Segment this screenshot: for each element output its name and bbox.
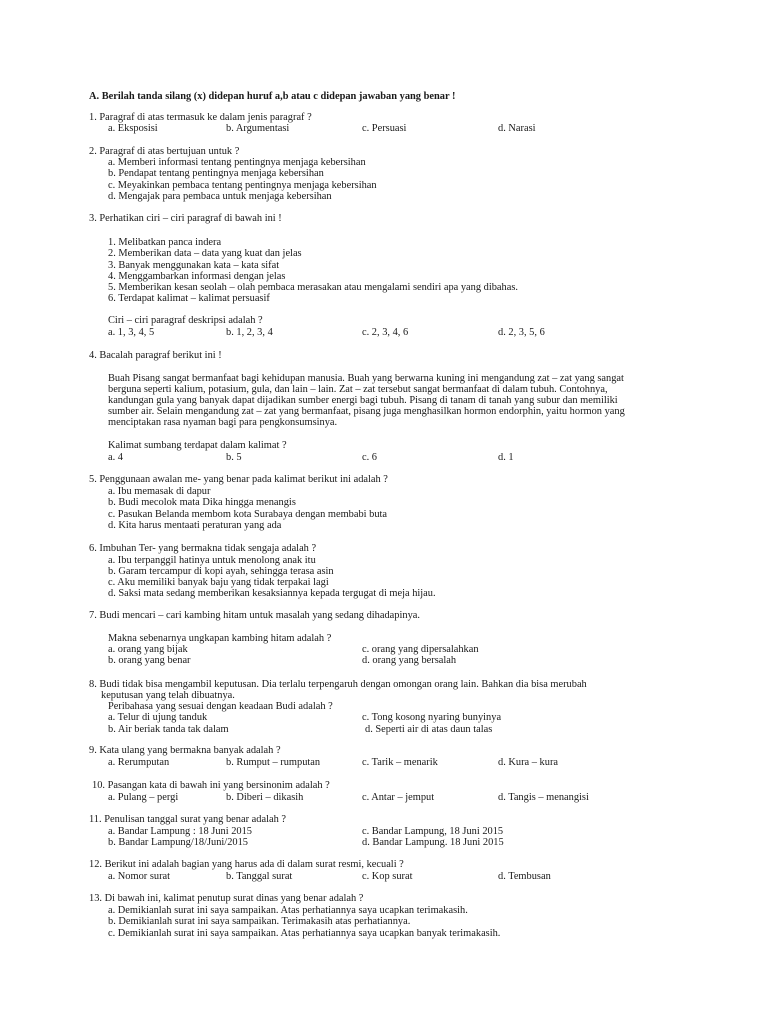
paragraph-line: menciptakan rasa nyaman bagi para pengkonsumsinya. [108,417,338,428]
option-a: a. Memberi informasi tentang pentingnya menjaga kebersihan [108,157,366,168]
option-a: a. orang yang bijak [108,644,188,655]
question-13: 13. Di bawah ini, kalimat penutup surat dinas yang benar adalah ? [89,893,364,904]
option-d: d. Narasi [498,123,536,134]
question-10: 10. Pasangan kata di bawah ini yang bersinonim adalah ? [92,780,330,791]
option-a: a. Eksposisi [108,123,158,134]
list-item: 2. Memberikan data – data yang kuat dan jelas [108,248,302,259]
question-7: 7. Budi mencari – cari kambing hitam untuk masalah yang sedang dihadapinya. [89,610,420,621]
question-6: 6. Imbuhan Ter- yang bermakna tidak sengaja adalah ? [89,543,317,554]
option-d: d. Tangis – menangisi [498,792,589,803]
sub-question: Kalimat sumbang terdapat dalam kalimat ? [108,440,287,451]
option-c: c. Persuasi [362,123,407,134]
option-a: a. 4 [108,452,124,463]
option-c: c. Bandar Lampung, 18 Juni 2015 [362,826,504,837]
option-d: d. 1 [498,452,514,463]
list-item: 1. Melibatkan panca indera [108,237,222,248]
option-a: a. Pulang – pergi [108,792,179,803]
option-d: d. Kura – kura [498,757,559,768]
option-c: c. 6 [362,452,378,463]
option-b: b. Air beriak tanda tak dalam [108,724,229,735]
option-d: d. Kita harus mentaati peraturan yang ada [108,520,282,531]
option-c: c. Demikianlah surat ini saya sampaikan. Atas perhatiannya saya ucapkan banyak terimakasih. [108,928,501,939]
option-b: b. orang yang benar [108,655,191,666]
option-d: d. Tembusan [498,871,551,882]
list-item: 5. Memberikan kesan seolah – olah pembaca merasakan atau mengalami sendiri apa yang dibahas. [108,282,518,293]
paragraph-line: sumber air. Selain mengandung zat – zat yang bermanfaat, pisang juga menghasilkan hormon endorphin, yaitu hormon yang [108,406,625,417]
option-b: b. Diberi – dikasih [226,792,304,803]
question-4: 4. Bacalah paragraf berikut ini ! [89,350,222,361]
option-c: c. Pasukan Belanda membom kota Surabaya dengan membabi buta [108,509,388,520]
option-b: b. Pendapat tentang pentingnya menjaga kebersihan [108,168,324,179]
paragraph-line: berguna seperti kalium, potasium, gula, dan lain – lain. Zat – zat tersebut sangat bermanfaat di dalam tubuh. Contohnya, [108,384,608,395]
sub-question: Makna sebenarnya ungkapan kambing hitam adalah ? [108,633,332,644]
question-8-continued: keputusan yang telah dibuatnya. [101,690,235,701]
option-c: c. Meyakinkan pembaca tentang pentingnya menjaga kebersihan [108,180,377,191]
question-11: 11. Penulisan tanggal surat yang benar adalah ? [89,814,286,825]
paragraph-line: Buah Pisang sangat bermanfaat bagi kehidupan manusia. Buah yang berwarna kuning ini mengandung zat – zat yang sangat [108,373,624,384]
question-9: 9. Kata ulang yang bermakna banyak adalah ? [89,745,281,756]
option-a: a. Ibu memasak di dapur [108,486,211,497]
option-a: a. Ibu terpanggil hatinya untuk menolong anak itu [108,555,316,566]
paragraph-line: kandungan gula yang banyak dapat dijadikan sumber energi bagi tubuh. Pisang di tanam di tanah yang subur dan memiliki [108,395,618,406]
option-c: c. 2, 3, 4, 6 [362,327,409,338]
question-3: 3. Perhatikan ciri – ciri paragraf di bawah ini ! [89,213,282,224]
option-a: a. Demikianlah surat ini saya sampaikan. Atas perhatiannya saya ucapkan terimakasih. [108,905,468,916]
option-d: d. 2, 3, 5, 6 [498,327,545,338]
list-item: 6. Terdapat kalimat – kalimat persuasif [108,293,270,304]
option-c: c. orang yang dipersalahkan [362,644,479,655]
option-c: c. Antar – jemput [362,792,435,803]
question-1: 1. Paragraf di atas termasuk ke dalam jenis paragraf ? [89,112,312,123]
option-c: c. Tarik – menarik [362,757,438,768]
question-8: 8. Budi tidak bisa mengambil keputusan. Dia terlalu terpengaruh dengan omongan orang lain. Bahkan dia bisa merubah [89,679,587,690]
option-b: b. 5 [226,452,242,463]
option-b: b. Garam tercampur di kopi ayah, sehingga terasa asin [108,566,334,577]
option-b: b. Budi mecolok mata Dika hingga menangis [108,497,296,508]
sub-question: Ciri – ciri paragraf deskripsi adalah ? [108,315,263,326]
option-d: d. Seperti air di atas daun talas [365,724,493,735]
option-a: a. 1, 3, 4, 5 [108,327,155,338]
list-item: 4. Menggambarkan informasi dengan jelas [108,271,286,282]
option-d: d. Bandar Lampung. 18 Juni 2015 [362,837,504,848]
option-c: c. Tong kosong nyaring bunyinya [362,712,502,723]
option-b: b. Bandar Lampung/18/Juni/2015 [108,837,248,848]
list-item: 3. Banyak menggunakan kata – kata sifat [108,260,280,271]
sub-question: Peribahasa yang sesuai dengan keadaan Budi adalah ? [108,701,333,712]
option-d: d. Saksi mata sedang memberikan kesaksiannya kepada tergugat di meja hijau. [108,588,436,599]
option-c: c. Kop surat [362,871,413,882]
option-c: c. Aku memiliki banyak baju yang tidak terpakai lagi [108,577,329,588]
option-a: a. Nomor surat [108,871,171,882]
option-d: d. Mengajak para pembaca untuk menjaga kebersihan [108,191,332,202]
option-b: b. Demikianlah surat ini saya sampaikan. Terimakasih atas perhatiannya. [108,916,411,927]
question-2: 2. Paragraf di atas bertujuan untuk ? [89,146,240,157]
question-12: 12. Berikut ini adalah bagian yang harus ada di dalam surat resmi, kecuali ? [89,859,404,870]
option-a: a. Telur di ujung tanduk [108,712,208,723]
option-b: b. 1, 2, 3, 4 [226,327,273,338]
option-a: a. Bandar Lampung : 18 Juni 2015 [108,826,253,837]
instruction-heading: A. Berilah tanda silang (x) didepan huruf a,b atau c didepan jawaban yang benar ! [89,91,456,102]
question-5: 5. Penggunaan awalan me- yang benar pada kalimat berikut ini adalah ? [89,474,388,485]
option-b: b. Tanggal surat [226,871,293,882]
option-b: b. Argumentasi [226,123,290,134]
option-d: d. orang yang bersalah [362,655,457,666]
option-a: a. Rerumputan [108,757,170,768]
option-b: b. Rumput – rumputan [226,757,321,768]
